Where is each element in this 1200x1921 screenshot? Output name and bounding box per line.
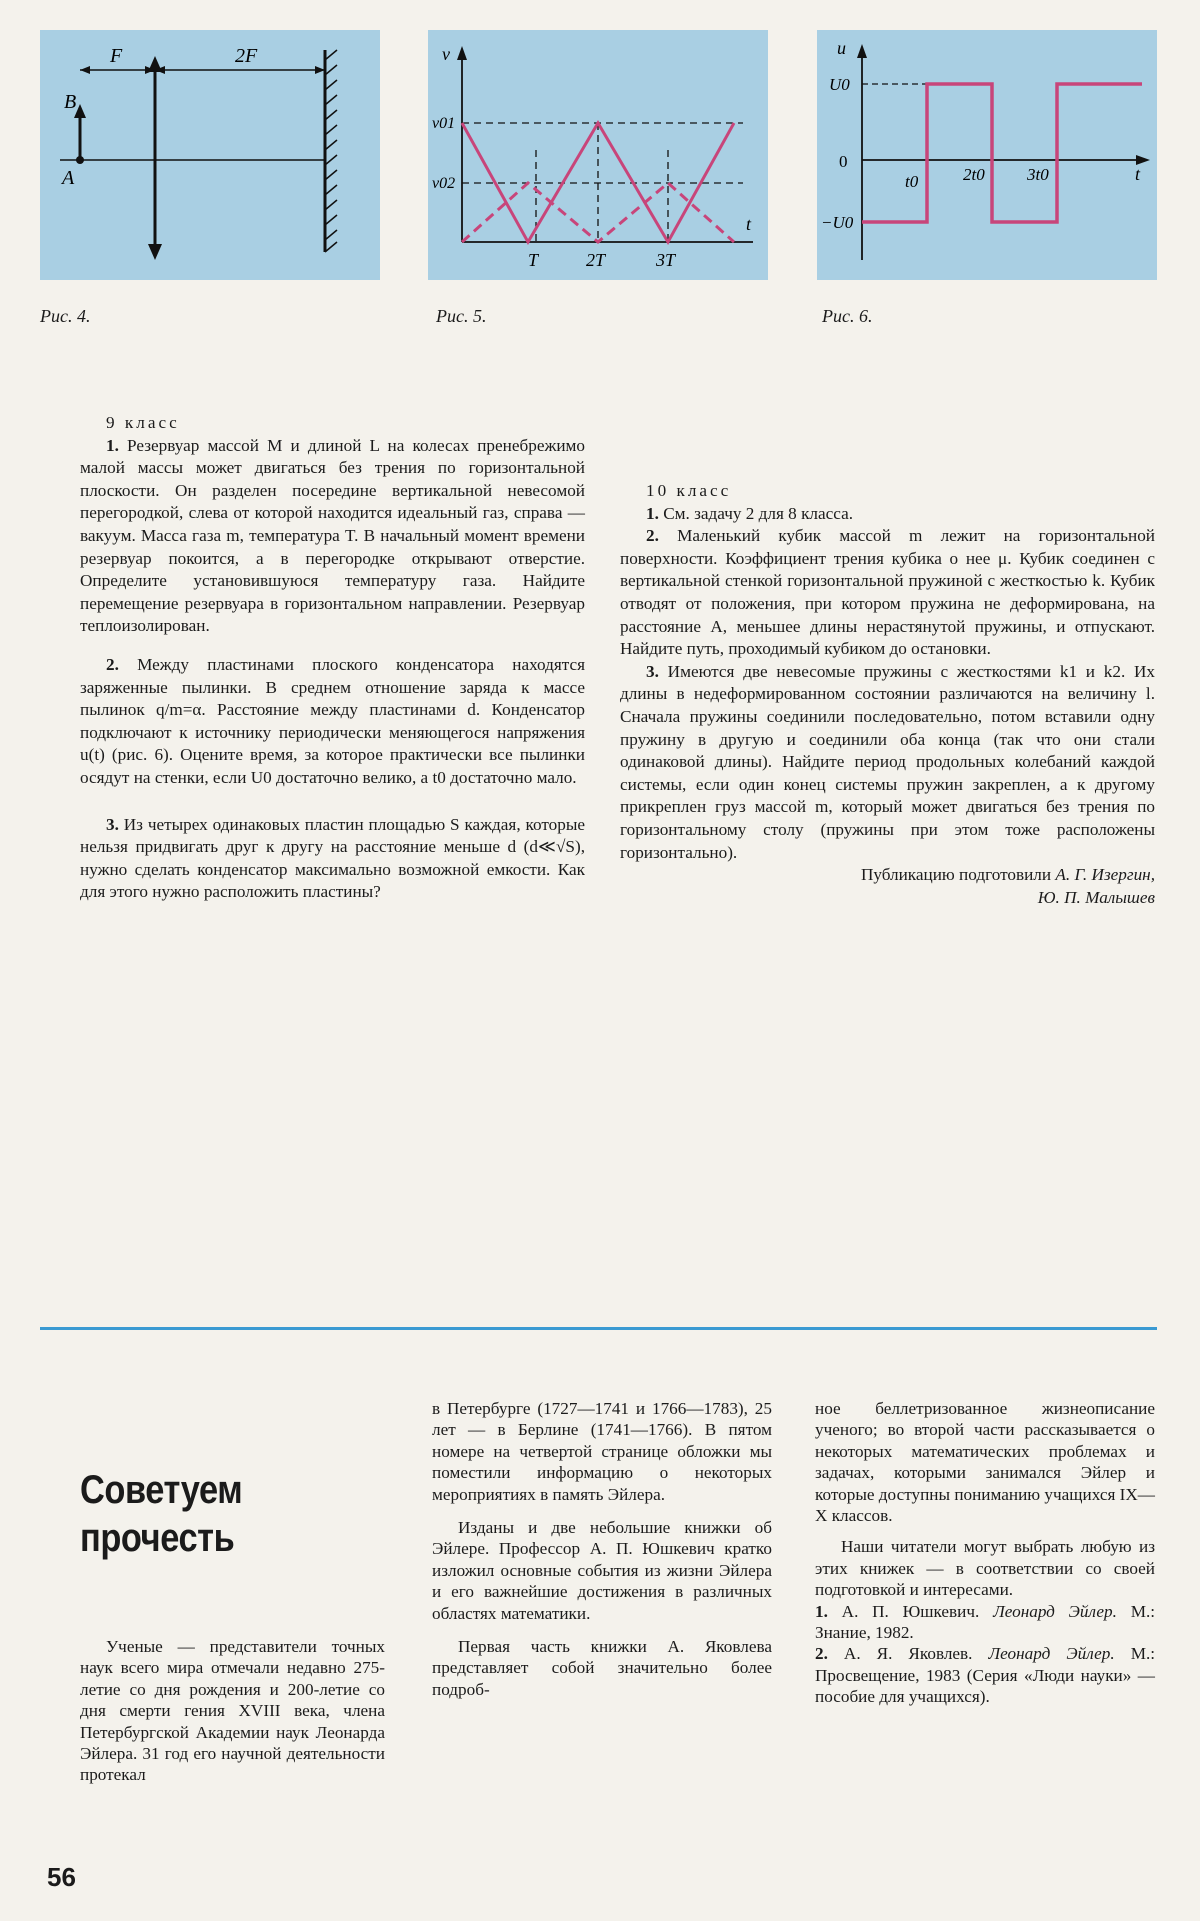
section-divider	[40, 1327, 1157, 1330]
U0-label: U0	[829, 75, 850, 94]
problem-9-3-continuation-space	[620, 412, 1155, 480]
label-2F: 2F	[235, 45, 258, 67]
reference-1-number: 1.	[815, 1601, 828, 1621]
credit-author-1: А. Г. Изергин,	[1055, 865, 1155, 885]
u-axis-label: u	[837, 38, 846, 58]
arrowhead-left	[80, 66, 90, 74]
reading-column-2	[432, 1398, 772, 1700]
label-F: F	[110, 45, 123, 67]
problem-9-1-text: Резервуар массой M и длиной L на колесах пренебрежимо малой массы может двигаться без трения по горизонтальной плоскости. Он разделен посередине вертикальной невесомой перегородкой, слева от которой находится идеальный газ, справа — вакуум. Масса газа m, температура T. В начальный момент времени резервуар покоится, а в перегородке открывают отверстие. Определите установившуюся температуру газа. Найдите перемещение резервуара в горизонтальном направлении. Резервуар теплоизолирован.	[80, 435, 585, 636]
reading-col2-paragraph-3: Первая часть книжки А. Яковлева представляет собой значительно более подроб-	[432, 1637, 772, 1699]
figure-5-caption: Рис. 5.	[436, 306, 487, 326]
v01-label: v01	[432, 115, 456, 132]
figure-5-chart	[428, 30, 768, 280]
figure-4-caption: Рис. 4.	[40, 306, 91, 326]
mirror-hatching	[325, 50, 337, 252]
reference-1-publisher: М.: Знание, 1982.	[815, 1601, 1156, 1643]
grade-10-heading: 10 класс	[646, 481, 732, 500]
problem-9-1-number: 1.	[106, 435, 119, 455]
grade-9-heading: 9 класс	[106, 413, 180, 432]
problem-10-1-text: См. задачу 2 для 8 класса.	[663, 503, 854, 523]
problems-column-left	[80, 412, 585, 904]
reference-2	[815, 1643, 1155, 1707]
reading-col3-paragraph-1: ное беллетризованное жизнеописание ученого; во второй части рассказывается о некоторых математических проблемах и задачах, которыми занимался Эйлер и которые доступны пониманию учащихся IX—X классов.	[815, 1399, 1155, 1526]
figure-6-chart	[817, 30, 1157, 280]
reading-col3-paragraph-2: Наши читатели могут выбрать любую из этих книжек — в соответствии со своей подготовкой и интересами.	[815, 1537, 1155, 1600]
reading-col2-paragraph-1: в Петербурге (1727—1741 и 1766—1783), 25 лет — в Берлине (1741—1766). В пятом номере на четвертой странице обложки мы поместили информацию о некоторых мероприятиях в память Эйлера.	[432, 1399, 772, 1504]
v-axis-label: v	[442, 44, 450, 64]
credit-prefix: Публикацию подготовили	[860, 865, 1052, 885]
problem-10-1	[620, 503, 1155, 526]
reading-column-1	[80, 1636, 385, 1786]
label-A: A	[62, 167, 75, 189]
tick-T: T	[528, 250, 539, 270]
reading-intro: Ученые — представители точных наук всего мира отмечали недавно 275-летие со дня рождения и 200-летие со дня смерти гения XVIII века, члена Петербургской Академии наук Леонарда Эйлера. 31 год его научной деятельности протекал	[80, 1637, 385, 1785]
problem-10-3-text: Имеются две невесомые пружины с жесткостями k1 и k2. Их длины в недеформированном состоянии различаются на величину l. Сначала пружины соединили последовательно, потом вставили одну пружину в другую и соединили оба конца (так что они стали одинаковой длины). Найдите период продольных колебаний каждой системы, если один конец системы пружин закреплен, а к другому прикреплен груз массой m, который может двигаться без трения по горизонтальному столу (пружины при этом тоже расположены горизонтально).	[620, 661, 1156, 862]
reading-heading: Советуем прочесть	[80, 1468, 243, 1560]
v-axis-arrow	[457, 46, 467, 60]
problem-10-2-text: Маленький кубик массой m лежит на горизонтальной поверхности. Коэффициент трения кубика о нее μ. Кубик соединен с вертикальной стенкой горизонтальной пружиной с жесткостью k. Кубик отводят от положения, при котором пружина не деформирована, на расстояние A, меньшее длины нерастянутой пружины, и отпускают. Найдите путь, проходимый кубиком до остановки.	[620, 526, 1156, 659]
problem-9-2-number: 2.	[106, 654, 119, 674]
tick-2t0: 2t0	[963, 165, 985, 184]
problems-column-right	[620, 412, 1155, 909]
u-axis-arrow	[857, 44, 867, 58]
figure-4	[40, 30, 380, 280]
reference-2-number: 2.	[815, 1644, 828, 1664]
reference-2-title: Леонард Эйлер.	[988, 1644, 1115, 1664]
problem-10-3-number: 3.	[646, 661, 659, 681]
t-axis-label: t	[746, 214, 752, 234]
reading-col2-paragraph-2: Изданы и две небольшие книжки об Эйлере. Профессор А. П. Юшкевич кратко изложил основные события из жизни Эйлера и его важнейшие достижения в различных областях математики.	[432, 1518, 772, 1623]
v02-label: v02	[432, 175, 456, 192]
problem-9-2	[80, 654, 585, 790]
t-axis-label: t	[1135, 164, 1141, 184]
zero-label: 0	[839, 152, 848, 171]
figure-6-caption: Рис. 6.	[822, 306, 873, 326]
tick-2T: 2T	[586, 250, 606, 270]
minus-U0-label: −U0	[821, 213, 854, 232]
problem-9-3	[80, 814, 585, 904]
voltage-square-wave	[862, 84, 1142, 222]
problem-9-3-number: 3.	[106, 814, 119, 834]
reference-1-author: А. П. Юшкевич.	[841, 1601, 980, 1621]
figure-6	[817, 30, 1157, 280]
credit-line-2	[620, 887, 1155, 910]
credit-author-2: Ю. П. Малышев	[1037, 887, 1155, 907]
problem-10-2-number: 2.	[646, 526, 659, 546]
reference-1-title: Леонард Эйлер.	[993, 1601, 1117, 1621]
reference-2-author: А. Я. Яковлев.	[843, 1644, 973, 1664]
tick-3t0: 3t0	[1027, 165, 1049, 184]
figure-4-diagram	[40, 30, 380, 280]
reference-2-publisher: М.: Просвещение, 1983 (Серия «Люди науки» — пособие для учащихся).	[815, 1644, 1156, 1707]
problem-10-2	[620, 525, 1155, 661]
tick-t0: t0	[905, 172, 919, 191]
problem-9-1	[80, 435, 585, 638]
point-A	[76, 156, 84, 164]
reading-column-3	[815, 1398, 1155, 1708]
lens-bottom-arrow	[148, 244, 162, 260]
problem-10-1-number: 1.	[646, 503, 659, 523]
page-number: 56	[47, 1862, 76, 1892]
problem-9-2-text: Между пластинами плоского конденсатора находятся заряженные пылинки. В среднем отношение заряда к массе пылинок q/m=α. Расстояние между пластинами d. Конденсатор подключают к источнику периодически меняющегося напряжения u(t) (рис. 6). Оцените время, за которое практически все пылинки осядут на стенки, если U0 достаточно велико, а t0 достаточно мало.	[80, 654, 586, 787]
label-B: B	[64, 91, 77, 113]
lens-top-arrow	[148, 56, 162, 72]
reference-1	[815, 1601, 1155, 1644]
problem-10-3	[620, 661, 1155, 864]
figure-5	[428, 30, 768, 280]
credit-line-1	[620, 864, 1155, 887]
tick-3T: 3T	[656, 250, 676, 270]
problem-9-3-text: Из четырех одинаковых пластин площадью S каждая, которые нельзя придвигать друг к другу на расстояние меньше d (d≪√S), нужно сделать конденсатор максимально возможной емкости. Как для этого нужно расположить пластины?	[80, 814, 585, 902]
